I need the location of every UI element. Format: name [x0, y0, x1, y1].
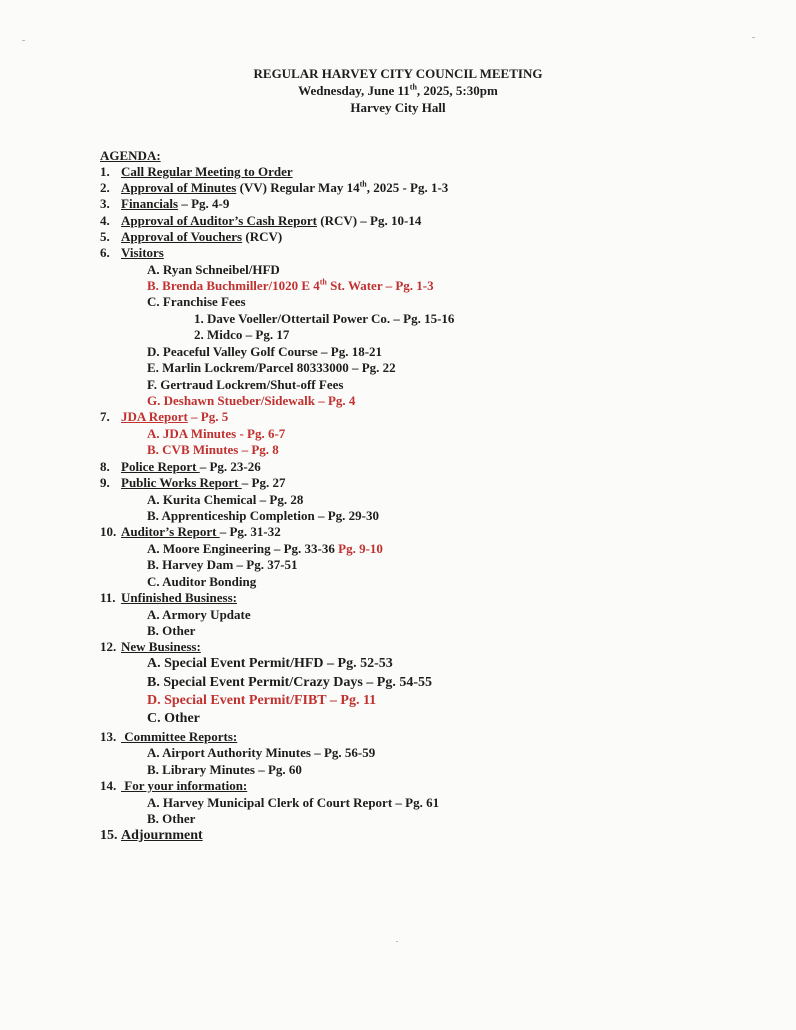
sub-item-6f: F. Gertraud Lockrem/Shut-off Fees: [147, 377, 344, 392]
agenda-item-2: 2. Approval of Minutes (VV) Regular May 14th, 2025 - Pg. 1-3: [100, 179, 449, 195]
sub-item-6d: D. Peaceful Valley Golf Course – Pg. 18-21: [147, 344, 383, 359]
sub-item-6g: G. Deshawn Stueber/Sidewalk – Pg. 4: [147, 393, 356, 408]
sub-item-12c: C. Other: [147, 711, 200, 726]
agenda-item-3: 3. Financials – Pg. 4-9: [100, 196, 230, 211]
sub-item-14b: B. Other: [147, 811, 196, 826]
sub-item-11b: B. Other: [147, 623, 196, 638]
scan-speck: [22, 40, 25, 41]
agenda-item-15: 15.Adjournment: [100, 828, 203, 843]
sub-item-13a: A. Airport Authority Minutes – Pg. 56-59: [147, 745, 376, 760]
sub-item-10c: C. Auditor Bonding: [147, 574, 257, 589]
sub-item-12b: B. Special Event Permit/Crazy Days – Pg. 54-55: [147, 675, 433, 690]
sub-item-6b: B. Brenda Buchmiller/1020 E 4th St. Water – Pg. 1-3: [147, 277, 434, 293]
sub-item-14a: A. Harvey Municipal Clerk of Court Report – Pg. 61: [147, 795, 440, 810]
agenda-heading: AGENDA:: [100, 148, 161, 163]
sub-item-12d: D. Special Event Permit/FIBT – Pg. 11: [147, 693, 377, 708]
agenda-item-12: 12. New Business:: [100, 639, 201, 654]
meeting-title: REGULAR HARVEY CITY COUNCIL MEETING: [253, 66, 543, 81]
agenda-item-9: 9. Public Works Report – Pg. 27: [100, 475, 286, 490]
agenda-item-11: 11. Unfinished Business:: [100, 590, 237, 605]
sub-item-6c: C. Franchise Fees: [147, 294, 246, 309]
agenda-item-7: 7. JDA Report – Pg. 5: [100, 409, 229, 424]
agenda-item-5: 5. Approval of Vouchers (RCV): [100, 229, 283, 244]
agenda-item-6: 6. Visitors: [100, 245, 164, 260]
sub-item-12a: A. Special Event Permit/HFD – Pg. 52-53: [147, 656, 393, 671]
sub-item-7a: A. JDA Minutes - Pg. 6-7: [147, 426, 286, 441]
sub-item-9b: B. Apprenticeship Completion – Pg. 29-30: [147, 508, 379, 523]
meeting-date: Wednesday, June 11th, 2025, 5:30pm: [298, 82, 498, 98]
sub-item-10a: A. Moore Engineering – Pg. 33-36 Pg. 9-10: [147, 541, 383, 556]
sub-item-11a: A. Armory Update: [147, 607, 251, 622]
sub-item-9a: A. Kurita Chemical – Pg. 28: [147, 492, 304, 507]
sub-item-6a: A. Ryan Schneibel/HFD: [147, 262, 280, 277]
agenda-item-13: 13. Committee Reports:: [100, 729, 238, 744]
scan-speck: [752, 37, 755, 38]
sub-item-7b: B. CVB Minutes – Pg. 8: [147, 442, 279, 457]
agenda-item-8: 8. Police Report – Pg. 23-26: [100, 459, 261, 474]
scan-speck: [396, 941, 398, 942]
agenda-item-10: 10. Auditor’s Report – Pg. 31-32: [100, 524, 281, 539]
sub-item-6e: E. Marlin Lockrem/Parcel 80333000 – Pg. 22: [147, 360, 396, 375]
sub-item-6c1: 1. Dave Voeller/Ottertail Power Co. – Pg. 15-16: [194, 311, 455, 326]
agenda-item-1: 1. Call Regular Meeting to Order: [100, 164, 293, 179]
sub-item-13b: B. Library Minutes – Pg. 60: [147, 762, 302, 777]
agenda-item-4: 4. Approval of Auditor’s Cash Report (RCV) – Pg. 10-14: [100, 213, 422, 228]
agenda-item-14: 14. For your information:: [100, 778, 248, 793]
sub-item-10b: B. Harvey Dam – Pg. 37-51: [147, 557, 298, 572]
meeting-location: Harvey City Hall: [350, 100, 446, 115]
sub-item-6c2: 2. Midco – Pg. 17: [194, 327, 290, 342]
